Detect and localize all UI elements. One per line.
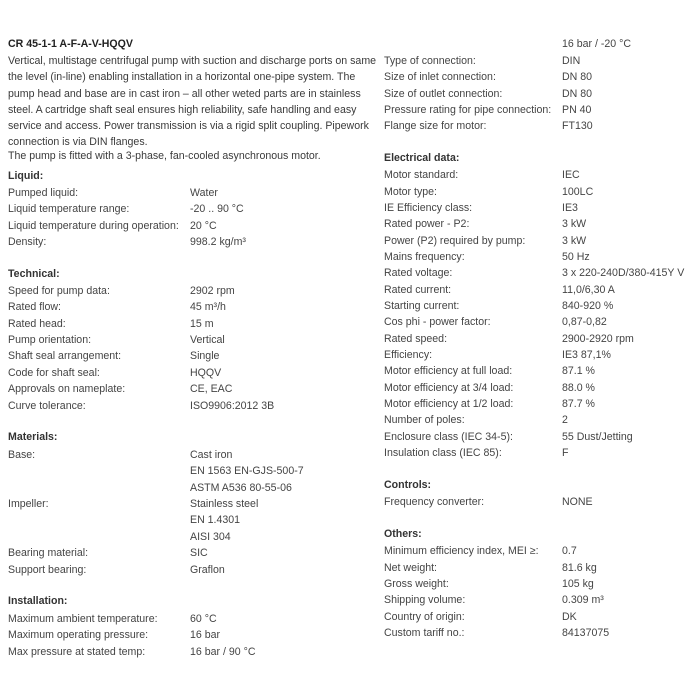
spec-row — [384, 298, 700, 314]
spec-value: 0,87-0,82 — [562, 316, 607, 328]
spec-label: Power (P2) required by pump: — [384, 235, 526, 247]
spec-row — [384, 265, 700, 281]
spec-label: Motor type: — [384, 186, 437, 198]
spec-row — [384, 184, 700, 200]
spec-label: Motor efficiency at 1/2 load: — [384, 398, 514, 410]
spec-row — [384, 592, 700, 608]
spec-value: 3 kW — [562, 218, 587, 230]
spec-value: 0.7 — [562, 545, 577, 557]
spec-label: Gross weight: — [384, 578, 449, 590]
spec-row — [384, 69, 700, 85]
spec-label: Pumped liquid: — [8, 187, 79, 199]
spec-row — [384, 363, 700, 379]
spec-label: Number of poles: — [384, 414, 465, 426]
spec-value: IE3 87,1% — [562, 349, 611, 361]
spec-value: 2902 rpm — [190, 285, 235, 297]
spec-row — [8, 201, 380, 217]
spec-value: IEC — [562, 169, 580, 181]
spec-value: 0.309 m³ — [562, 594, 604, 606]
spec-value: 16 bar / 90 °C — [190, 646, 256, 658]
spec-row — [384, 102, 700, 118]
spec-label: IE Efficiency class: — [384, 202, 473, 214]
section-heading-technical: Technical: — [8, 268, 60, 280]
spec-value: 55 Dust/Jetting — [562, 431, 633, 443]
spec-value: ASTM A536 80-55-06 — [190, 482, 292, 494]
spec-row — [8, 627, 380, 643]
spec-value: 87.7 % — [562, 398, 595, 410]
section-heading-installation: Installation: — [8, 595, 68, 607]
spec-value: Vertical — [190, 334, 225, 346]
spec-row — [8, 463, 380, 479]
motor-note: The pump is fitted with a 3-phase, fan-cooled asynchronous motor. — [8, 150, 321, 162]
spec-row — [384, 429, 700, 445]
spec-label: Cos phi - power factor: — [384, 316, 491, 328]
spec-value: Stainless steel — [190, 498, 259, 510]
spec-row — [8, 529, 380, 545]
spec-row — [384, 233, 700, 249]
section-heading-materials: Materials: — [8, 431, 58, 443]
spec-row — [8, 398, 380, 414]
spec-label: Pressure rating for pipe connection: — [384, 104, 552, 116]
spec-value: 3 x 220-240D/380-415Y V — [562, 267, 685, 279]
spec-value: 45 m³/h — [190, 301, 226, 313]
spec-row — [384, 331, 700, 347]
spec-label: Starting current: — [384, 300, 460, 312]
spec-label: Shipping volume: — [384, 594, 466, 606]
spec-row — [384, 118, 700, 134]
spec-row — [8, 348, 380, 364]
spec-value: 88.0 % — [562, 382, 595, 394]
spec-row — [8, 496, 380, 512]
spec-value: 3 kW — [562, 235, 587, 247]
spec-value: 2 — [562, 414, 568, 426]
spec-value: 60 °C — [190, 613, 217, 625]
spec-row — [384, 576, 700, 592]
spec-row — [8, 218, 380, 234]
spec-label: Curve tolerance: — [8, 400, 86, 412]
spec-row — [384, 494, 700, 510]
spec-row — [384, 86, 700, 102]
spec-value: EN 1.4301 — [190, 514, 241, 526]
spec-value: 50 Hz — [562, 251, 590, 263]
spec-value: 16 bar — [190, 629, 221, 641]
spec-label: Code for shaft seal: — [8, 367, 100, 379]
spec-row — [8, 562, 380, 578]
spec-label: Minimum efficiency index, MEI ≥: — [384, 545, 539, 557]
spec-row — [384, 216, 700, 232]
spec-value: DN 80 — [562, 71, 593, 83]
spec-row — [8, 185, 380, 201]
spec-row — [384, 282, 700, 298]
spec-row — [384, 314, 700, 330]
spec-value: F — [562, 447, 569, 459]
spec-label: Liquid temperature during operation: — [8, 220, 179, 232]
spec-label: Enclosure class (IEC 34-5): — [384, 431, 513, 443]
spec-value: 100LC — [562, 186, 594, 198]
spec-row — [8, 299, 380, 315]
spec-label: Rated current: — [384, 284, 452, 296]
spec-row — [384, 543, 700, 559]
spec-label: Speed for pump data: — [8, 285, 110, 297]
spec-label: Size of outlet connection: — [384, 88, 503, 100]
product-title: CR 45-1-1 A-F-A-V-HQQV — [8, 38, 133, 50]
product-description: Vertical, multistage centrifugal pump with suction and discharge ports on same the level (in-line) enabling installation in a horizontal one-pipe system. The pump head and base are in cast iron – all other weted parts are in stainless steel. A cartridge shaft seal ensures high reliability, safe handling and easy service and access. Power transmission is via a rigid split coupling. Pipework connection is via DIN flanges. — [8, 55, 377, 149]
spec-row — [8, 447, 380, 463]
spec-value: AISI 304 — [190, 531, 231, 543]
spec-row — [8, 283, 380, 299]
spec-row — [384, 380, 700, 396]
spec-label: Shaft seal arrangement: — [8, 350, 122, 362]
section-heading-liquid: Liquid: — [8, 170, 44, 182]
spec-label: Rated head: — [8, 318, 66, 330]
spec-label: Net weight: — [384, 562, 437, 574]
spec-row — [384, 609, 700, 625]
section-heading-controls: Controls: — [384, 479, 432, 491]
spec-value: DIN — [562, 55, 581, 67]
spec-value: 84137075 — [562, 627, 610, 639]
spec-label: Rated voltage: — [384, 267, 453, 279]
spec-value: 105 kg — [562, 578, 594, 590]
spec-label: Motor efficiency at 3/4 load: — [384, 382, 514, 394]
spec-row — [384, 249, 700, 265]
spec-value: Cast iron — [190, 449, 233, 461]
spec-value: DK — [562, 611, 577, 623]
spec-row — [384, 445, 700, 461]
spec-value: 11,0/6,30 A — [562, 284, 615, 296]
spec-label: Motor standard: — [384, 169, 459, 181]
spec-value: -20 .. 90 °C — [190, 203, 244, 215]
spec-row — [8, 234, 380, 250]
spec-label: Efficiency: — [384, 349, 433, 361]
spec-label: Rated flow: — [8, 301, 61, 313]
spec-row — [8, 644, 380, 660]
spec-label: Custom tariff no.: — [384, 627, 465, 639]
spec-row — [384, 200, 700, 216]
spec-label: Flange size for motor: — [384, 120, 487, 132]
spec-row — [8, 365, 380, 381]
spec-row — [384, 167, 700, 183]
section-heading-electrical: Electrical data: — [384, 152, 460, 164]
spec-value: 20 °C — [190, 220, 217, 232]
pressure-continuation-value: 16 bar / -20 °C — [562, 38, 632, 50]
spec-row — [8, 332, 380, 348]
spec-value: IE3 — [562, 202, 578, 214]
spec-label: Support bearing: — [8, 564, 87, 576]
spec-label: Pump orientation: — [8, 334, 92, 346]
spec-value: DN 80 — [562, 88, 593, 100]
spec-value: 87.1 % — [562, 365, 595, 377]
spec-value: 2900-2920 rpm — [562, 333, 634, 345]
section-heading-others: Others: — [384, 528, 422, 540]
spec-row — [384, 347, 700, 363]
spec-value: 81.6 kg — [562, 562, 597, 574]
spec-label: Approvals on nameplate: — [8, 383, 126, 395]
spec-value: 840-920 % — [562, 300, 614, 312]
spec-label: Size of inlet connection: — [384, 71, 496, 83]
spec-value: Graflon — [190, 564, 225, 576]
spec-label: Base: — [8, 449, 36, 461]
spec-label: Rated speed: — [384, 333, 448, 345]
spec-row — [384, 560, 700, 576]
spec-label: Insulation class (IEC 85): — [384, 447, 502, 459]
spec-value: SIC — [190, 547, 208, 559]
spec-value: 15 m — [190, 318, 214, 330]
spec-value: 998.2 kg/m³ — [190, 236, 246, 248]
spec-label: Maximum operating pressure: — [8, 629, 149, 641]
spec-label: Mains frequency: — [384, 251, 465, 263]
spec-row — [8, 316, 380, 332]
spec-row — [384, 396, 700, 412]
spec-value: PN 40 — [562, 104, 592, 116]
spec-label: Type of connection: — [384, 55, 476, 67]
spec-value: FT130 — [562, 120, 593, 132]
spec-value: EN 1563 EN-GJS-500-7 — [190, 465, 304, 477]
spec-row — [8, 545, 380, 561]
spec-value: Water — [190, 187, 218, 199]
spec-value: NONE — [562, 496, 593, 508]
spec-value: Single — [190, 350, 220, 362]
spec-row — [384, 412, 700, 428]
spec-row — [8, 512, 380, 528]
spec-label: Frequency converter: — [384, 496, 485, 508]
spec-row — [384, 625, 700, 641]
spec-value: CE, EAC — [190, 383, 233, 395]
spec-value: HQQV — [190, 367, 222, 379]
spec-row — [8, 381, 380, 397]
spec-row — [384, 53, 700, 69]
spec-label: Motor efficiency at full load: — [384, 365, 513, 377]
spec-label: Impeller: — [8, 498, 49, 510]
spec-label: Bearing material: — [8, 547, 89, 559]
spec-row — [8, 611, 380, 627]
spec-label: Density: — [8, 236, 47, 248]
spec-label: Liquid temperature range: — [8, 203, 130, 215]
spec-label: Max pressure at stated temp: — [8, 646, 146, 658]
spec-value: ISO9906:2012 3B — [190, 400, 275, 412]
spec-label: Country of origin: — [384, 611, 465, 623]
spec-label: Maximum ambient temperature: — [8, 613, 158, 625]
spec-label: Rated power - P2: — [384, 218, 470, 230]
spec-row — [8, 480, 380, 496]
